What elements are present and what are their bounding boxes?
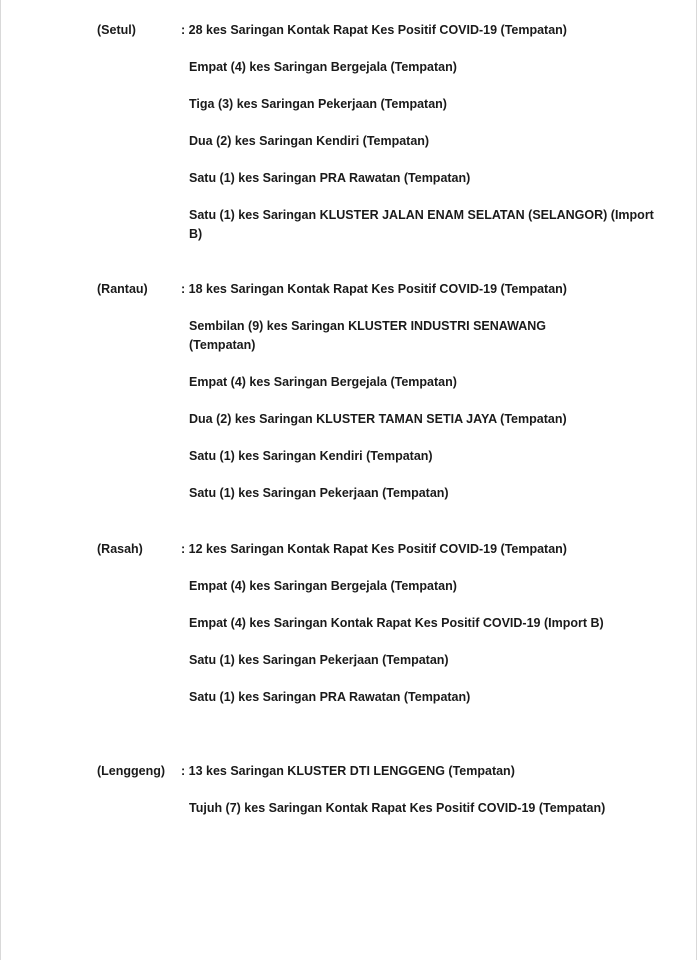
case-line: Empat (4) kes Saringan Bergejala (Tempatan) [189, 375, 457, 389]
area-summary-line: : 18 kes Saringan Kontak Rapat Kes Positif COVID-19 (Tempatan) [181, 282, 567, 296]
area-label: (Rasah) [97, 542, 143, 556]
case-line: Satu (1) kes Saringan PRA Rawatan (Tempatan) [189, 690, 471, 704]
case-line: Dua (2) kes Saringan KLUSTER TAMAN SETIA JAYA (Tempatan) [189, 412, 567, 426]
case-line: Satu (1) kes Saringan Kendiri (Tempatan) [189, 449, 433, 463]
area-label: (Setul) [97, 23, 136, 37]
case-line: Satu (1) kes Saringan Pekerjaan (Tempatan) [189, 486, 449, 500]
case-line: Satu (1) kes Saringan Pekerjaan (Tempatan) [189, 653, 449, 667]
case-line: Tujuh (7) kes Saringan Kontak Rapat Kes Positif COVID-19 (Tempatan) [189, 801, 606, 815]
case-line: Empat (4) kes Saringan Kontak Rapat Kes Positif COVID-19 (Import B) [189, 616, 604, 630]
case-line: Tiga (3) kes Saringan Pekerjaan (Tempatan) [189, 97, 447, 111]
case-line: Sembilan (9) kes Saringan KLUSTER INDUSTRI SENAWANG (Tempatan) [189, 319, 547, 352]
case-line: Satu (1) kes Saringan PRA Rawatan (Tempatan) [189, 171, 471, 185]
case-line: Empat (4) kes Saringan Bergejala (Tempatan) [189, 60, 457, 74]
case-line: Dua (2) kes Saringan Kendiri (Tempatan) [189, 134, 430, 148]
area-summary-line: : 28 kes Saringan Kontak Rapat Kes Positif COVID-19 (Tempatan) [181, 23, 567, 37]
area-summary-line: : 13 kes Saringan KLUSTER DTI LENGGENG (Tempatan) [181, 764, 515, 778]
area-label: (Lenggeng) [97, 764, 166, 778]
area-label: (Rantau) [97, 282, 148, 296]
case-line: Satu (1) kes Saringan KLUSTER JALAN ENAM SELATAN (SELANGOR) (Import B) [189, 208, 654, 241]
case-line: Empat (4) kes Saringan Bergejala (Tempatan) [189, 579, 457, 593]
area-summary-line: : 12 kes Saringan Kontak Rapat Kes Positif COVID-19 (Tempatan) [181, 542, 567, 556]
